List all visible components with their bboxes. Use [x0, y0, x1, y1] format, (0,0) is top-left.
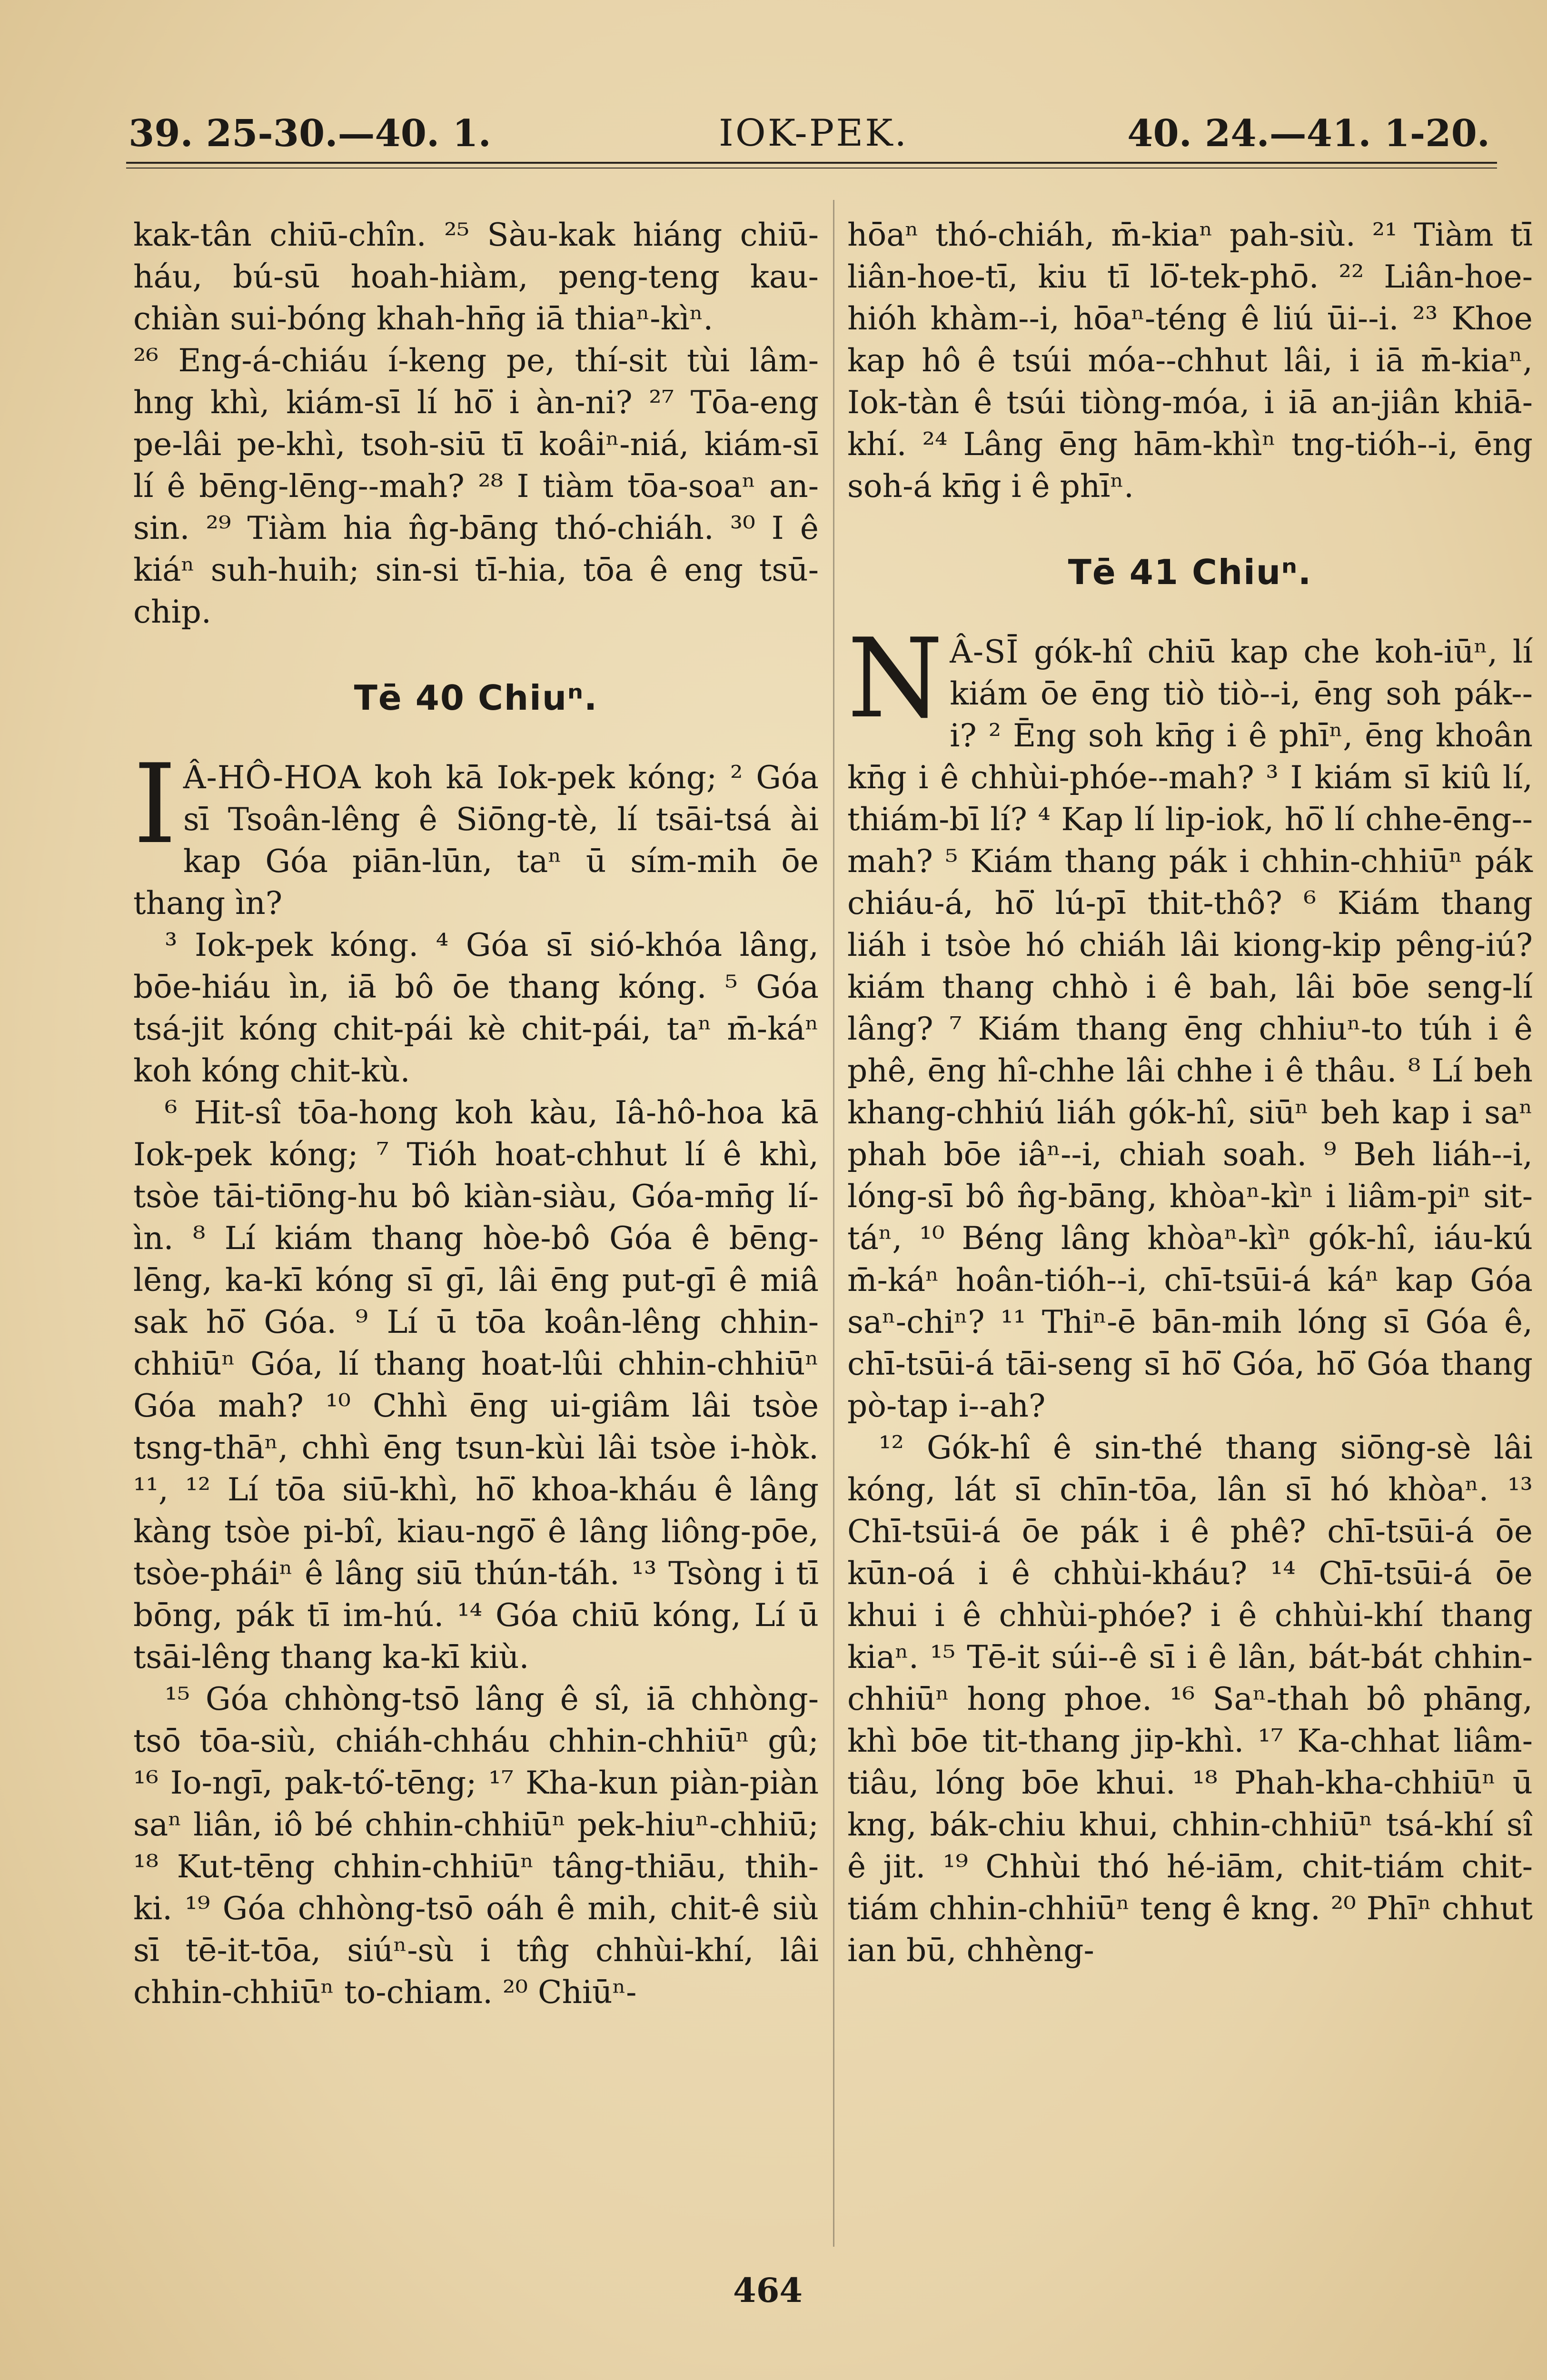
left-paragraph-1: ²⁶ Eng-á-chiáu í-keng pe, thí-sit tùi lâm-hng khì, kiám-sī lí hō͘ i àn-ni? ²⁷ Tōa-eng pe-lâi pe-khì, tsoh-siū tī koâiⁿ-niá, kiám-sī lí ê bēng-lēng--mah? ²⁸ I tiàm tōa-soaⁿ an-sin. ²⁹ Tiàm hia n̂g-bāng thó-chiáh. ³⁰ I ê kiáⁿ suh-huih; sin-si tī-hia, tōa ê eng tsū-chip. [133, 342, 819, 630]
left-paragraph-2 [133, 741, 819, 924]
header-verse-range-right: 40. 24.—41. 1-20. [1127, 112, 1490, 155]
drop-cap: N [847, 615, 943, 743]
running-header [129, 112, 1490, 164]
left-paragraph-3: ³ Iok-pek kóng. ⁴ Góa sī sió-khóa lâng, bōe-hiáu ìn, iā bô ōe thang kóng. ⁵ Góa tsá-jit kóng chit-pái kè chit-pái, taⁿ m̄-káⁿ koh kóng chit-kù. [133, 927, 819, 1089]
column-divider [833, 200, 834, 2247]
left-paragraph-5: ¹⁵ Góa chhòng-tsō lâng ê sî, iā chhòng-tsō tōa-siù, chiáh-chháu chhin-chhiūⁿ gû; ¹⁶ Io-ngī, pak-tó͘-tēng; ¹⁷ Kha-kun piàn-piàn saⁿ liân, iô bé chhin-chhiūⁿ pek-hiuⁿ-chhiū; ¹⁸ Kut-tēng chhin-chhiūⁿ tâng-thiāu, thih-ki. ¹⁹ Góa chhòng-tsō oáh ê mih, chit-ê siù sī tē-it-tōa, siúⁿ-sù i tn̂g chhùi-khí, lâi chhin-chhiūⁿ to-chiam. ²⁰ Chiūⁿ- [133, 1681, 819, 2011]
drop-cap-lead: Â-SĪ [950, 634, 1019, 670]
header-book-title: IOK-PEK. [719, 112, 909, 155]
left-intro-paragraph: kak-tân chiū-chîn. ²⁵ Sàu-kak hiáng chiū-háu, bú-sū hoah-hiàm, peng-teng kau-chiàn sui-bóng khah-hn̄g iā thiaⁿ-kìⁿ. [133, 217, 819, 337]
header-verse-range-left: 39. 25-30.—40. 1. [129, 112, 491, 155]
page-number: 464 [733, 2271, 803, 2310]
left-column [133, 214, 819, 2013]
verse-text: gók-hî chiū kap che koh-iūⁿ, lí kiám ōe ēng tiò tiò--i, ēng soh pák--i? ² Ēng soh kn̄g i ê phīⁿ, ēng khoân kn̄g i ê chhùi-phóe--mah? ³ I kiám sī kiû lí, thiám-bī lí? ⁴ Kap lí lip-iok, hō͘ lí chhe-ēng--mah? ⁵ Kiám thang pák i chhin-chhiūⁿ pák chiáu-á, hō͘ lú-pī thit-thô? ⁶ Kiám thang liáh i tsòe hó chiáh lâi kiong-kip pêng-iú? kiám thang chhò i ê bah, lâi bōe seng-lí lâng? ⁷ Kiám thang ēng chhiuⁿ-to túh i ê phê, ēng hî-chhe lâi chhe i ê thâu. ⁸ Lí beh khang-chhiú liáh gók-hî, siūⁿ beh kap i saⁿ phah bōe iâⁿ--i, chiah soah. ⁹ Beh liáh--i, lóng-sī bô n̂g-bāng, khòaⁿ-kìⁿ i liâm-piⁿ sit-táⁿ, ¹⁰ Béng lâng khòaⁿ-kìⁿ gók-hî, iáu-kú m̄-káⁿ hoân-tióh--i, chī-tsūi-á káⁿ kap Góa saⁿ-chiⁿ? ¹¹ Thiⁿ-ē bān-mih lóng sī Góa ê, chī-tsūi-á tāi-seng sī hō͘ Góa, hō͘ Góa thang pò-tap i--ah? [847, 634, 1533, 1424]
header-rule [126, 162, 1497, 164]
verse-text: koh kā Iok-pek kóng; ² Góa sī Tsoân-lêng ê Siōng-tè, lí tsāi-tsá ài kap Góa piān-lūn, taⁿ ū sím-mih ōe thang ìn? [133, 759, 819, 922]
drop-cap: I [133, 741, 177, 868]
right-paragraph-2: ¹² Gók-hî ê sin-thé thang siōng-sè lâi kóng, lát sī chīn-tōa, lân sī hó khòaⁿ. ¹³ Chī-tsūi-á ōe pák i ê phê? chī-tsūi-á ōe kūn-oá i ê chhùi-kháu? ¹⁴ Chī-tsūi-á ōe khui i ê chhùi-phóe? i ê chhùi-khí thang kiaⁿ. ¹⁵ Tē-it súi--ê sī i ê lân, bát-bát chhin-chhiūⁿ hong phoe. ¹⁶ Saⁿ-thah bô phāng, khì bōe tit-thang jip-khì. ¹⁷ Ka-chhat liâm-tiâu, lóng bōe khui. ¹⁸ Phah-kha-chhiūⁿ ū kng, bák-chiu khui, chhin-chhiūⁿ tsá-khí sî ê jit. ¹⁹ Chhùi thó hé-iām, chit-tiám chit-tiám chhin-chhiūⁿ teng ê kng. ²⁰ Phīⁿ chhut ian bū, chhèng- [847, 1429, 1533, 1969]
right-column [847, 214, 1533, 1972]
chapter-heading-40: Tē 40 Chiuⁿ. [354, 678, 598, 718]
header-rule-thin [126, 168, 1497, 169]
left-paragraph-4: ⁶ Hit-sî tōa-hong koh kàu, Iâ-hô-hoa kā Iok-pek kóng; ⁷ Tióh hoat-chhut lí ê khì, tsòe tāi-tiōng-hu bô kiàn-siàu, Góa-mn̄g lí-ìn. ⁸ Lí kiám thang hòe-bô Góa ê bēng-lēng, ka-kī kóng sī gī, lâi ēng put-gī ê miâ sak hō͘ Góa. ⁹ Lí ū tōa koân-lêng chhin-chhiūⁿ Góa, lí thang hoat-lûi chhin-chhiūⁿ Góa mah? ¹⁰ Chhì ēng ui-giâm lâi tsòe tsng-thāⁿ, chhì ēng tsun-kùi lâi tsòe i-hòk. ¹¹, ¹² Lí tōa siū-khì, hō͘ khoa-kháu ê lâng kàng tsòe pi-bî, kiau-ngō͘ ê lâng liông-pōe, tsòe-pháiⁿ ê lâng siū thún-táh. ¹³ Tsòng i tī bōng, pák tī im-hú. ¹⁴ Góa chiū kóng, Lí ū tsāi-lêng thang ka-kī kiù. [133, 1094, 819, 1676]
drop-cap-lead: Â-HÔ-HOA [183, 759, 361, 796]
right-paragraph-1 [847, 615, 1533, 1427]
right-intro-paragraph: hōaⁿ thó-chiáh, m̄-kiaⁿ pah-siù. ²¹ Tiàm tī liân-hoe-tī, kiu tī lō͘-tek-phō. ²² Liân-hoe-hióh khàm--i, hōaⁿ-téng ê liú ūi--i. ²³ Khoe kap hô ê tsúi móa--chhut lâi, i iā m̄-kiaⁿ, Iok-tàn ê tsúi tiòng-móa, i iā an-jiân khiā-khí. ²⁴ Lâng ēng hām-khìⁿ tng-tióh--i, ēng soh-á kn̄g i ê phīⁿ. [847, 217, 1533, 505]
chapter-heading-41: Tē 41 Chiuⁿ. [1068, 552, 1312, 592]
